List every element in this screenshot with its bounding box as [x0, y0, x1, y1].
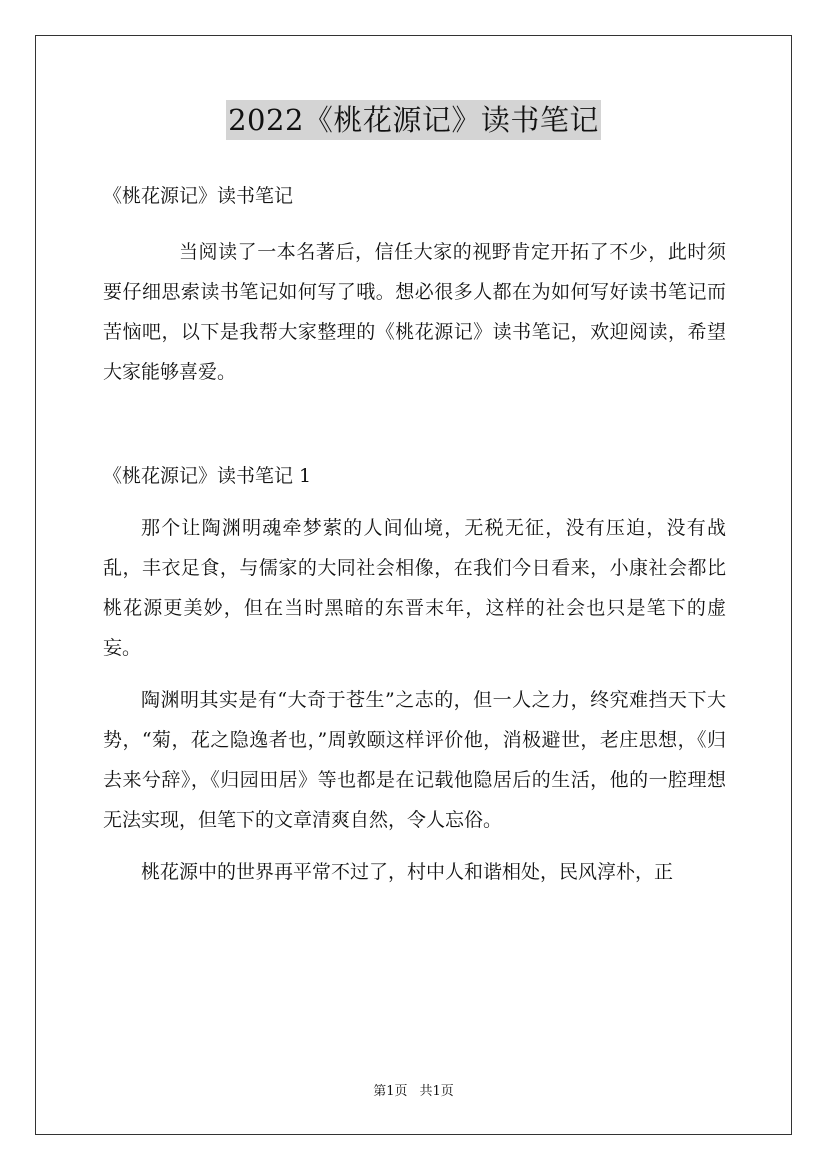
page-footer: [0, 1082, 827, 1102]
body-paragraph-2: 陶渊明其实是有“大奇于苍生”之志的，但一人之力，终究难挡天下大势，“菊，花之隐逸者也，”周敦颐这样评价他，消极避世，老庄思想，《归去来兮辞》，《归园田居》等也都是在记载他隐居后的生活，他的一腔理想无法实现，但笔下的文章清爽自然，令人忘俗。: [103, 689, 726, 831]
document-title-block: [0, 100, 827, 140]
intro-paragraph: 当阅读了一本名著后，信任大家的视野肯定开拓了不少，此时须要仔细思索读书笔记如何写了哦。想必很多人都在为如何写好读书笔记而苦恼吧，以下是我帮大家整理的《桃花源记》读书笔记，欢迎阅读，希望大家能够喜爱。: [103, 241, 726, 383]
document-body: [103, 176, 726, 892]
document-subtitle: 《桃花源记》读书笔记: [103, 185, 294, 207]
page-number: 第1页: [373, 1084, 408, 1099]
body-paragraph-1: 那个让陶渊明魂牵梦萦的人间仙境，无税无征，没有压迫，没有战乱，丰衣足食，与儒家的大同社会相像，在我们今日看来，小康社会都比桃花源更美妙，但在当时黑暗的东晋末年，这样的社会也只是笔下的虚妄。: [103, 517, 726, 659]
body-paragraph-3: 桃花源中的世界再平常不过了，村中人和谐相处，民风淳朴，正: [141, 861, 674, 883]
page-total: 共1页: [419, 1084, 454, 1099]
document-title: 2022《桃花源记》读书笔记: [226, 100, 601, 140]
section-heading: 《桃花源记》读书笔记 1: [103, 465, 312, 487]
